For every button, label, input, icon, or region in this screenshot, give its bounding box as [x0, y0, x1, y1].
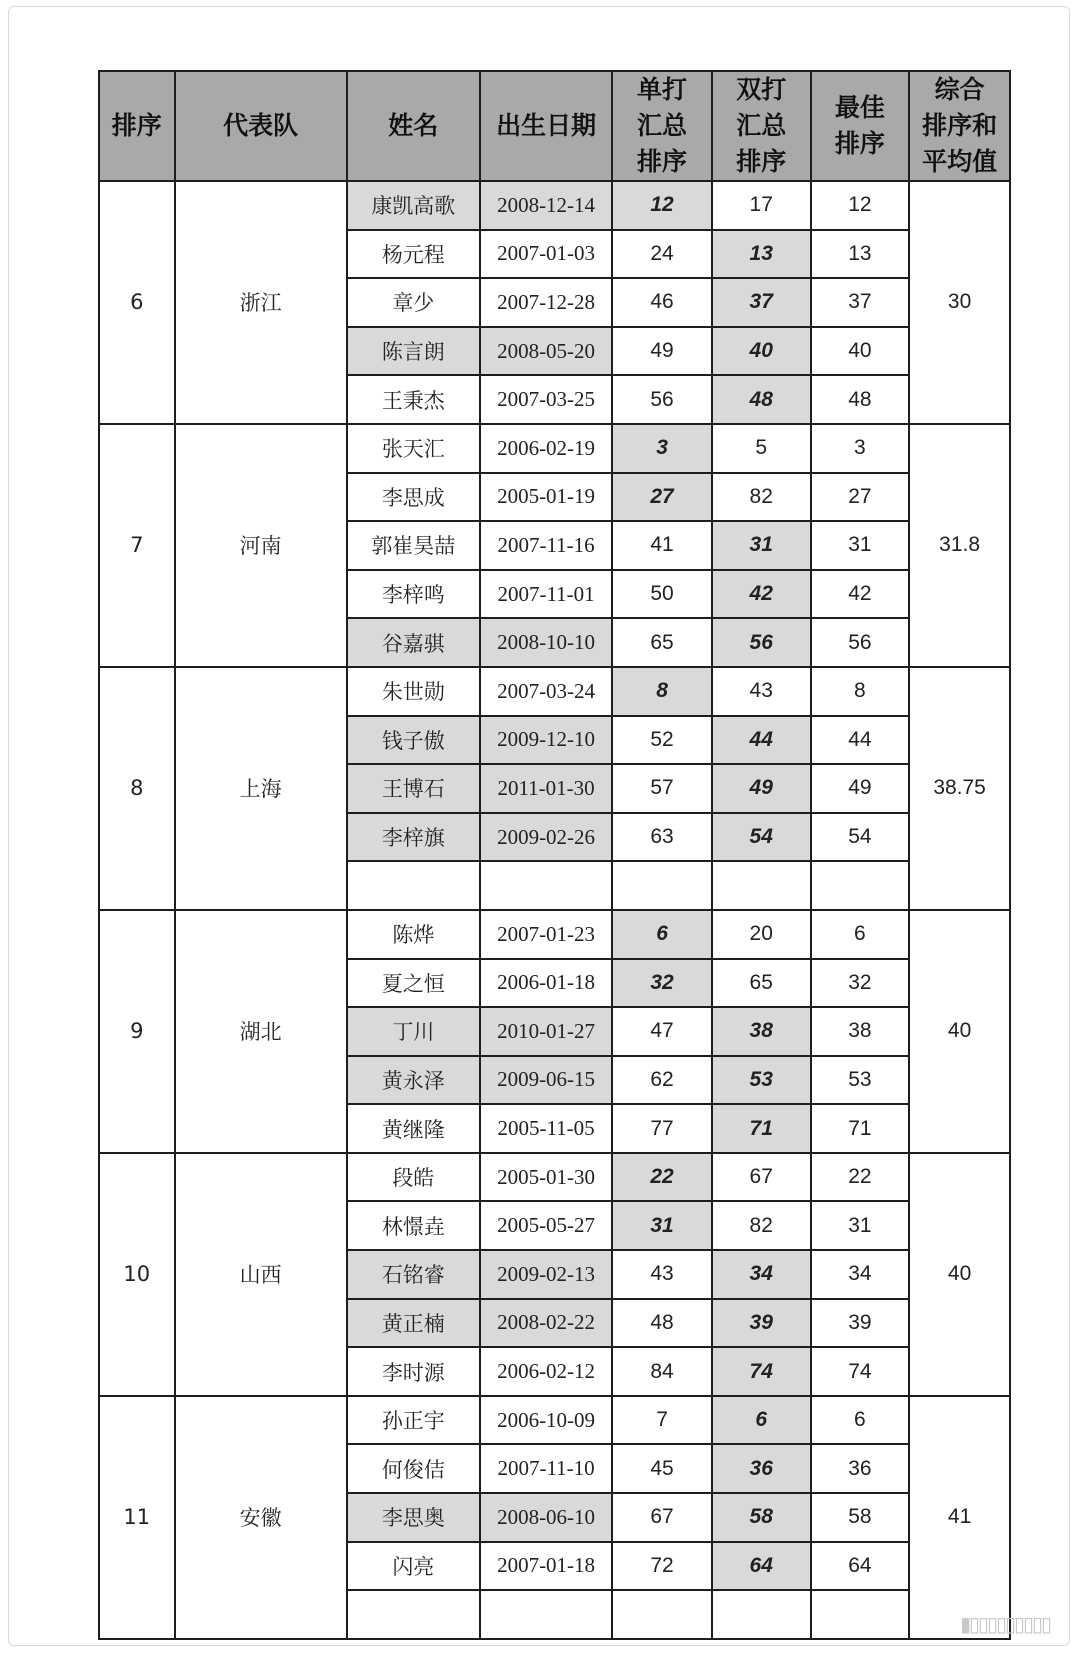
- singles-rank: 43: [612, 1250, 712, 1299]
- birth-date: 2007-01-23: [480, 910, 612, 959]
- player-name: 段皓: [347, 1153, 480, 1202]
- birth-date: 2008-02-22: [480, 1299, 612, 1348]
- doubles-rank: 67: [712, 1153, 811, 1202]
- singles-rank: 41: [612, 521, 712, 570]
- combined-average: 30: [909, 181, 1010, 424]
- birth-date: 2006-02-19: [480, 424, 612, 473]
- doubles-rank: 54: [712, 813, 811, 862]
- birth-date: 2008-05-20: [480, 327, 612, 376]
- ranking-table: [98, 70, 1011, 1640]
- player-name: 石铭睿: [347, 1250, 480, 1299]
- best-rank: 32: [811, 959, 910, 1008]
- team-rank: 7: [99, 424, 175, 667]
- birth-date: 2007-12-28: [480, 278, 612, 327]
- doubles-rank: 6: [712, 1396, 811, 1445]
- player-name: 闪亮: [347, 1542, 480, 1591]
- player-name: 钱子傲: [347, 716, 480, 765]
- team-name: 上海: [175, 667, 347, 910]
- singles-rank: 22: [612, 1153, 712, 1202]
- best-rank: 12: [811, 181, 910, 230]
- header-rank: 排序: [99, 71, 175, 181]
- best-rank: [811, 1590, 910, 1639]
- singles-rank: 49: [612, 327, 712, 376]
- best-rank: 39: [811, 1299, 910, 1348]
- birth-date: 2007-03-24: [480, 667, 612, 716]
- singles-rank: 24: [612, 230, 712, 279]
- doubles-rank: 34: [712, 1250, 811, 1299]
- best-rank: 31: [811, 1201, 910, 1250]
- best-rank: 27: [811, 473, 910, 522]
- doubles-rank: 37: [712, 278, 811, 327]
- birth-date: 2007-11-10: [480, 1444, 612, 1493]
- player-name: 张天汇: [347, 424, 480, 473]
- doubles-rank: 74: [712, 1347, 811, 1396]
- best-rank: 56: [811, 618, 910, 667]
- doubles-rank: 13: [712, 230, 811, 279]
- doubles-rank: 39: [712, 1299, 811, 1348]
- singles-rank: 46: [612, 278, 712, 327]
- doubles-rank: 56: [712, 618, 811, 667]
- singles-rank: 63: [612, 813, 712, 862]
- singles-rank: 47: [612, 1007, 712, 1056]
- best-rank: 48: [811, 375, 910, 424]
- best-rank: 74: [811, 1347, 910, 1396]
- combined-average: 40: [909, 1153, 1010, 1396]
- doubles-rank: 36: [712, 1444, 811, 1493]
- table-row: [99, 910, 1010, 959]
- player-name: 林憬垚: [347, 1201, 480, 1250]
- birth-date: 2008-10-10: [480, 618, 612, 667]
- doubles-rank: 82: [712, 473, 811, 522]
- best-rank: 71: [811, 1104, 910, 1153]
- combined-average: 31.8: [909, 424, 1010, 667]
- table-row: [99, 1396, 1010, 1445]
- combined-average: 40: [909, 910, 1010, 1153]
- birth-date: 2008-12-14: [480, 181, 612, 230]
- best-rank: 22: [811, 1153, 910, 1202]
- header-doubles-rank: 双打 汇总 排序: [712, 71, 811, 181]
- doubles-rank: 64: [712, 1542, 811, 1591]
- table-row: [99, 667, 1010, 716]
- doubles-rank: 43: [712, 667, 811, 716]
- best-rank: 58: [811, 1493, 910, 1542]
- birth-date: 2006-10-09: [480, 1396, 612, 1445]
- singles-rank: 72: [612, 1542, 712, 1591]
- table-row: [99, 424, 1010, 473]
- birth-date: 2007-01-18: [480, 1542, 612, 1591]
- birth-date: 2005-11-05: [480, 1104, 612, 1153]
- birth-date: 2009-06-15: [480, 1056, 612, 1105]
- watermark-icon: ▮▯▯▯▯▯▯▯▯▯: [959, 1612, 1050, 1636]
- team-rank: 6: [99, 181, 175, 424]
- player-name: [347, 861, 480, 910]
- singles-rank: 32: [612, 959, 712, 1008]
- singles-rank: 6: [612, 910, 712, 959]
- singles-rank: 84: [612, 1347, 712, 1396]
- player-name: 孙正宇: [347, 1396, 480, 1445]
- player-name: 陈烨: [347, 910, 480, 959]
- singles-rank: 45: [612, 1444, 712, 1493]
- best-rank: 53: [811, 1056, 910, 1105]
- header-combined-average: 综合 排序和 平均值: [909, 71, 1010, 181]
- best-rank: 36: [811, 1444, 910, 1493]
- doubles-rank: 53: [712, 1056, 811, 1105]
- header-singles-rank: 单打 汇总 排序: [612, 71, 712, 181]
- player-name: 夏之恒: [347, 959, 480, 1008]
- singles-rank: 48: [612, 1299, 712, 1348]
- doubles-rank: 49: [712, 764, 811, 813]
- birth-date: [480, 861, 612, 910]
- doubles-rank: 65: [712, 959, 811, 1008]
- player-name: 李时源: [347, 1347, 480, 1396]
- birth-date: 2007-03-25: [480, 375, 612, 424]
- player-name: 何俊佶: [347, 1444, 480, 1493]
- header-team: 代表队: [175, 71, 347, 181]
- table-row: [99, 181, 1010, 230]
- singles-rank: 56: [612, 375, 712, 424]
- doubles-rank: 38: [712, 1007, 811, 1056]
- singles-rank: 7: [612, 1396, 712, 1445]
- singles-rank: 12: [612, 181, 712, 230]
- birth-date: [480, 1590, 612, 1639]
- singles-rank: 27: [612, 473, 712, 522]
- singles-rank: 31: [612, 1201, 712, 1250]
- birth-date: 2007-11-16: [480, 521, 612, 570]
- doubles-rank: 71: [712, 1104, 811, 1153]
- best-rank: 34: [811, 1250, 910, 1299]
- birth-date: 2009-02-13: [480, 1250, 612, 1299]
- best-rank: 38: [811, 1007, 910, 1056]
- singles-rank: 67: [612, 1493, 712, 1542]
- table-body: [99, 181, 1010, 1639]
- singles-rank: 77: [612, 1104, 712, 1153]
- birth-date: 2009-12-10: [480, 716, 612, 765]
- doubles-rank: 5: [712, 424, 811, 473]
- combined-average: 38.75: [909, 667, 1010, 910]
- player-name: 黄继隆: [347, 1104, 480, 1153]
- doubles-rank: 40: [712, 327, 811, 376]
- team-name: 河南: [175, 424, 347, 667]
- player-name: 杨元程: [347, 230, 480, 279]
- doubles-rank: 31: [712, 521, 811, 570]
- doubles-rank: [712, 1590, 811, 1639]
- team-rank: 9: [99, 910, 175, 1153]
- birth-date: 2006-01-18: [480, 959, 612, 1008]
- player-name: [347, 1590, 480, 1639]
- birth-date: 2005-05-27: [480, 1201, 612, 1250]
- doubles-rank: 20: [712, 910, 811, 959]
- doubles-rank: 82: [712, 1201, 811, 1250]
- team-name: 湖北: [175, 910, 347, 1153]
- team-rank: 10: [99, 1153, 175, 1396]
- singles-rank: 57: [612, 764, 712, 813]
- birth-date: 2011-01-30: [480, 764, 612, 813]
- best-rank: 49: [811, 764, 910, 813]
- player-name: 陈言朗: [347, 327, 480, 376]
- player-name: 王秉杰: [347, 375, 480, 424]
- singles-rank: 52: [612, 716, 712, 765]
- best-rank: 44: [811, 716, 910, 765]
- player-name: 章少: [347, 278, 480, 327]
- header-best-rank: 最佳 排序: [811, 71, 910, 181]
- best-rank: [811, 861, 910, 910]
- best-rank: 6: [811, 1396, 910, 1445]
- singles-rank: [612, 1590, 712, 1639]
- header-row: [99, 71, 1010, 181]
- team-rank: 8: [99, 667, 175, 910]
- singles-rank: 50: [612, 570, 712, 619]
- best-rank: 37: [811, 278, 910, 327]
- player-name: 朱世勋: [347, 667, 480, 716]
- team-rank: 11: [99, 1396, 175, 1639]
- table-row: [99, 1153, 1010, 1202]
- doubles-rank: 44: [712, 716, 811, 765]
- player-name: 丁川: [347, 1007, 480, 1056]
- player-name: 郭崔昊喆: [347, 521, 480, 570]
- player-name: 谷嘉骐: [347, 618, 480, 667]
- header-name: 姓名: [347, 71, 480, 181]
- doubles-rank: 48: [712, 375, 811, 424]
- birth-date: 2005-01-19: [480, 473, 612, 522]
- player-name: 李思奥: [347, 1493, 480, 1542]
- best-rank: 31: [811, 521, 910, 570]
- best-rank: 8: [811, 667, 910, 716]
- doubles-rank: 42: [712, 570, 811, 619]
- best-rank: 40: [811, 327, 910, 376]
- singles-rank: 3: [612, 424, 712, 473]
- singles-rank: 8: [612, 667, 712, 716]
- header-birth-date: 出生日期: [480, 71, 612, 181]
- player-name: 黄正楠: [347, 1299, 480, 1348]
- best-rank: 6: [811, 910, 910, 959]
- team-name: 安徽: [175, 1396, 347, 1639]
- player-name: 王博石: [347, 764, 480, 813]
- singles-rank: 65: [612, 618, 712, 667]
- birth-date: 2008-06-10: [480, 1493, 612, 1542]
- best-rank: 64: [811, 1542, 910, 1591]
- doubles-rank: 17: [712, 181, 811, 230]
- team-name: 山西: [175, 1153, 347, 1396]
- player-name: 黄永泽: [347, 1056, 480, 1105]
- best-rank: 54: [811, 813, 910, 862]
- birth-date: 2010-01-27: [480, 1007, 612, 1056]
- player-name: 李梓鸣: [347, 570, 480, 619]
- doubles-rank: [712, 861, 811, 910]
- best-rank: 13: [811, 230, 910, 279]
- combined-average: 41: [909, 1396, 1010, 1639]
- birth-date: 2007-11-01: [480, 570, 612, 619]
- player-name: 康凯高歌: [347, 181, 480, 230]
- player-name: 李梓旗: [347, 813, 480, 862]
- best-rank: 3: [811, 424, 910, 473]
- birth-date: 2009-02-26: [480, 813, 612, 862]
- singles-rank: [612, 861, 712, 910]
- birth-date: 2006-02-12: [480, 1347, 612, 1396]
- birth-date: 2005-01-30: [480, 1153, 612, 1202]
- doubles-rank: 58: [712, 1493, 811, 1542]
- birth-date: 2007-01-03: [480, 230, 612, 279]
- team-name: 浙江: [175, 181, 347, 424]
- player-name: 李思成: [347, 473, 480, 522]
- singles-rank: 62: [612, 1056, 712, 1105]
- best-rank: 42: [811, 570, 910, 619]
